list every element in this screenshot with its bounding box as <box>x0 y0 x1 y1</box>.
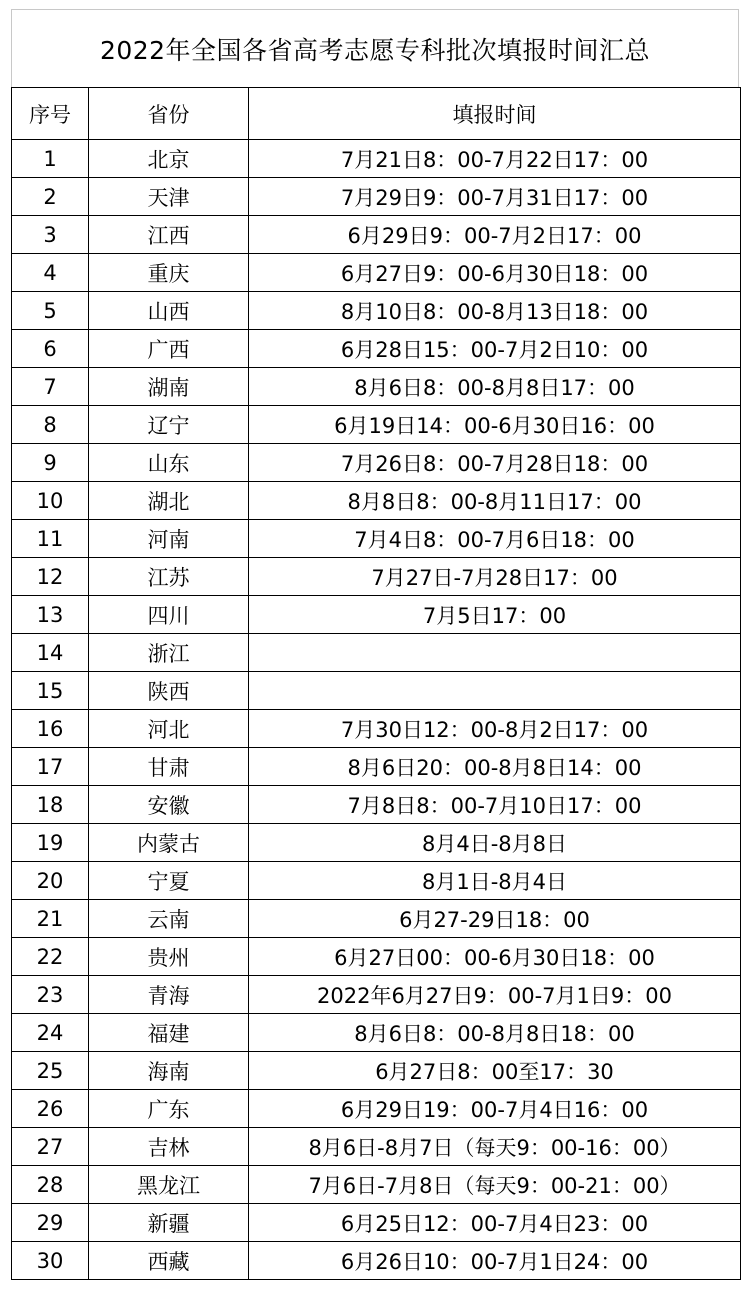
table-row <box>12 216 741 254</box>
cell-no: 3 <box>12 216 89 254</box>
table-row <box>12 444 741 482</box>
table-row <box>12 1090 741 1128</box>
cell-province: 云南 <box>89 900 249 938</box>
cell-time: 6月27日9：00-6月30日18：00 <box>249 254 741 292</box>
table-row <box>12 1242 741 1280</box>
header-no: 序号 <box>12 88 89 140</box>
cell-no: 6 <box>12 330 89 368</box>
cell-province: 吉林 <box>89 1128 249 1166</box>
cell-time: 6月25日12：00-7月4日23：00 <box>249 1204 741 1242</box>
cell-province: 山东 <box>89 444 249 482</box>
cell-no: 7 <box>12 368 89 406</box>
cell-no: 18 <box>12 786 89 824</box>
cell-no: 26 <box>12 1090 89 1128</box>
table-row <box>12 1166 741 1204</box>
cell-time <box>249 672 741 710</box>
cell-province: 四川 <box>89 596 249 634</box>
cell-time: 7月29日9：00-7月31日17：00 <box>249 178 741 216</box>
cell-time: 7月26日8：00-7月28日18：00 <box>249 444 741 482</box>
cell-province: 黑龙江 <box>89 1166 249 1204</box>
cell-no: 19 <box>12 824 89 862</box>
table-row <box>12 1052 741 1090</box>
table-row <box>12 786 741 824</box>
cell-no: 20 <box>12 862 89 900</box>
cell-no: 27 <box>12 1128 89 1166</box>
header-province: 省份 <box>89 88 249 140</box>
table-title: 2022年全国各省高考志愿专科批次填报时间汇总 <box>11 9 739 87</box>
cell-province: 广东 <box>89 1090 249 1128</box>
cell-no: 30 <box>12 1242 89 1280</box>
cell-province: 河北 <box>89 710 249 748</box>
cell-province: 新疆 <box>89 1204 249 1242</box>
cell-time: 8月6日20：00-8月8日14：00 <box>249 748 741 786</box>
cell-no: 1 <box>12 140 89 178</box>
cell-time: 7月30日12：00-8月2日17：00 <box>249 710 741 748</box>
table-row <box>12 1014 741 1052</box>
cell-province: 福建 <box>89 1014 249 1052</box>
cell-province: 江苏 <box>89 558 249 596</box>
table-row <box>12 1128 741 1166</box>
table-row <box>12 862 741 900</box>
table-row <box>12 178 741 216</box>
table-row <box>12 482 741 520</box>
cell-time: 6月26日10：00-7月1日24：00 <box>249 1242 741 1280</box>
cell-province: 安徽 <box>89 786 249 824</box>
cell-time: 6月28日15：00-7月2日10：00 <box>249 330 741 368</box>
cell-no: 25 <box>12 1052 89 1090</box>
cell-province: 浙江 <box>89 634 249 672</box>
cell-no: 8 <box>12 406 89 444</box>
cell-province: 陕西 <box>89 672 249 710</box>
cell-time: 7月6日-7月8日（每天9：00-21：00） <box>249 1166 741 1204</box>
cell-time: 8月6日8：00-8月8日18：00 <box>249 1014 741 1052</box>
cell-time: 6月29日9：00-7月2日17：00 <box>249 216 741 254</box>
cell-time: 7月21日8：00-7月22日17：00 <box>249 140 741 178</box>
cell-time: 8月6日8：00-8月8日17：00 <box>249 368 741 406</box>
cell-province: 北京 <box>89 140 249 178</box>
table-row <box>12 254 741 292</box>
cell-no: 21 <box>12 900 89 938</box>
table-row <box>12 558 741 596</box>
cell-no: 14 <box>12 634 89 672</box>
cell-time: 8月6日-8月7日（每天9：00-16：00） <box>249 1128 741 1166</box>
table-row <box>12 938 741 976</box>
cell-no: 17 <box>12 748 89 786</box>
cell-province: 河南 <box>89 520 249 558</box>
cell-no: 23 <box>12 976 89 1014</box>
cell-province: 天津 <box>89 178 249 216</box>
cell-no: 28 <box>12 1166 89 1204</box>
cell-time: 7月4日8：00-7月6日18：00 <box>249 520 741 558</box>
table-row <box>12 368 741 406</box>
cell-no: 13 <box>12 596 89 634</box>
cell-no: 10 <box>12 482 89 520</box>
cell-no: 12 <box>12 558 89 596</box>
cell-province: 辽宁 <box>89 406 249 444</box>
cell-province: 甘肃 <box>89 748 249 786</box>
table-row <box>12 1204 741 1242</box>
table-row <box>12 520 741 558</box>
cell-province: 江西 <box>89 216 249 254</box>
table-row <box>12 748 741 786</box>
cell-province: 宁夏 <box>89 862 249 900</box>
cell-province: 湖北 <box>89 482 249 520</box>
cell-no: 15 <box>12 672 89 710</box>
cell-no: 22 <box>12 938 89 976</box>
cell-no: 4 <box>12 254 89 292</box>
table-row <box>12 596 741 634</box>
table-row <box>12 824 741 862</box>
cell-province: 内蒙古 <box>89 824 249 862</box>
cell-province: 山西 <box>89 292 249 330</box>
cell-province: 湖南 <box>89 368 249 406</box>
cell-time: 7月27日-7月28日17：00 <box>249 558 741 596</box>
table-row <box>12 710 741 748</box>
table-row <box>12 672 741 710</box>
table-row <box>12 900 741 938</box>
table-row <box>12 634 741 672</box>
cell-time <box>249 634 741 672</box>
schedule-sheet <box>11 9 739 1280</box>
cell-time: 6月27日8：00至17：30 <box>249 1052 741 1090</box>
cell-time: 7月8日8：00-7月10日17：00 <box>249 786 741 824</box>
cell-province: 广西 <box>89 330 249 368</box>
cell-time: 8月1日-8月4日 <box>249 862 741 900</box>
table-row <box>12 140 741 178</box>
cell-no: 29 <box>12 1204 89 1242</box>
cell-province: 西藏 <box>89 1242 249 1280</box>
cell-time: 8月8日8：00-8月11日17：00 <box>249 482 741 520</box>
cell-province: 海南 <box>89 1052 249 1090</box>
cell-time: 6月19日14：00-6月30日16：00 <box>249 406 741 444</box>
cell-no: 5 <box>12 292 89 330</box>
table-row <box>12 976 741 1014</box>
cell-province: 贵州 <box>89 938 249 976</box>
table-row <box>12 292 741 330</box>
cell-time: 8月10日8：00-8月13日18：00 <box>249 292 741 330</box>
table-row <box>12 406 741 444</box>
header-time: 填报时间 <box>249 88 741 140</box>
cell-time: 7月5日17：00 <box>249 596 741 634</box>
cell-time: 8月4日-8月8日 <box>249 824 741 862</box>
cell-no: 2 <box>12 178 89 216</box>
cell-no: 9 <box>12 444 89 482</box>
cell-no: 11 <box>12 520 89 558</box>
cell-province: 重庆 <box>89 254 249 292</box>
cell-time: 2022年6月27日9：00-7月1日9：00 <box>249 976 741 1014</box>
cell-province: 青海 <box>89 976 249 1014</box>
cell-time: 6月27-29日18：00 <box>249 900 741 938</box>
schedule-table <box>11 87 741 1280</box>
table-row <box>12 330 741 368</box>
cell-no: 16 <box>12 710 89 748</box>
cell-time: 6月29日19：00-7月4日16：00 <box>249 1090 741 1128</box>
cell-time: 6月27日00：00-6月30日18：00 <box>249 938 741 976</box>
cell-no: 24 <box>12 1014 89 1052</box>
header-row <box>12 88 741 140</box>
